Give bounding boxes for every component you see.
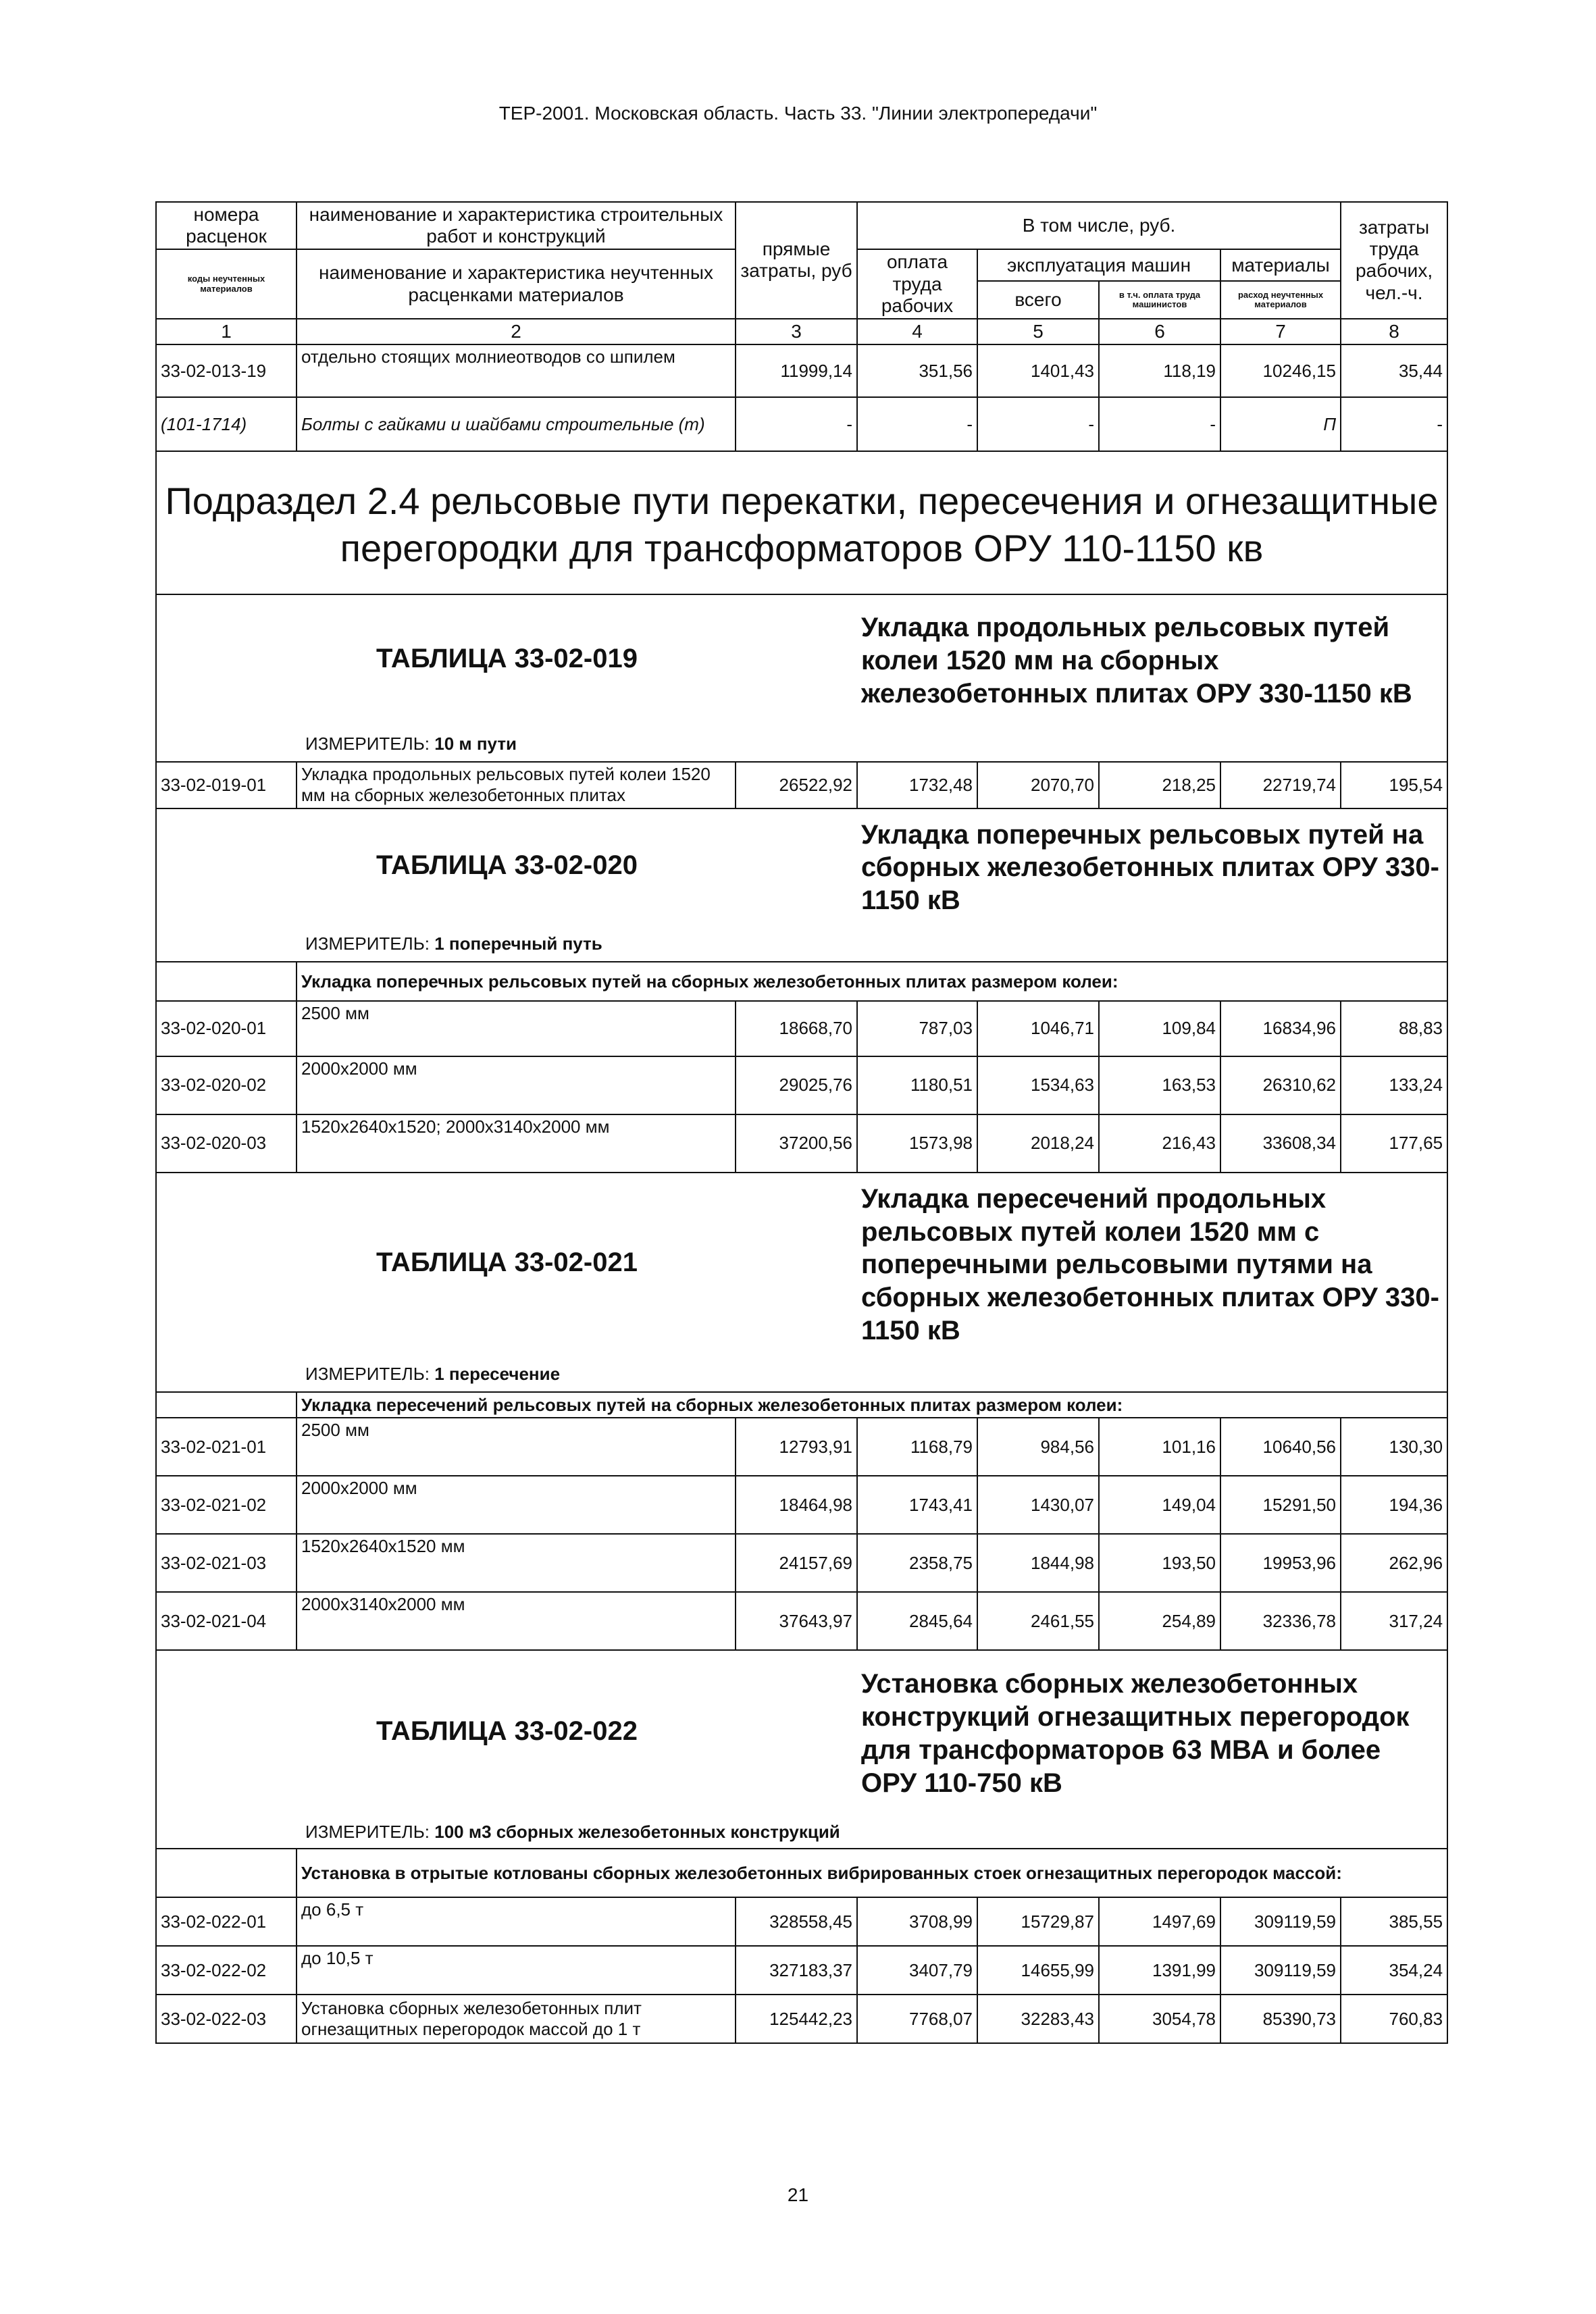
- value-drivers: 149,04: [1099, 1476, 1220, 1534]
- table-row: [156, 397, 1447, 451]
- table-row: [156, 1476, 1447, 1534]
- table-subheader: Укладка поперечных рельсовых путей на сборных железобетонных плитах размером колеи:: [297, 962, 1447, 1001]
- value-labor-pay: 351,56: [857, 344, 977, 397]
- rate-name: 2000x2000 мм: [297, 1056, 736, 1114]
- rate-name: 1520x2640x1520 мм: [297, 1534, 736, 1592]
- table-row: [156, 344, 1447, 397]
- table-row: [156, 1001, 1447, 1056]
- col-mat-sub-header: расход неучтенных материалов: [1220, 281, 1341, 319]
- col-direct-header: прямые затраты, руб: [736, 202, 857, 319]
- material-name: Болты с гайками и шайбами строительные (т): [297, 397, 736, 451]
- value-materials: 309119,59: [1220, 1897, 1341, 1946]
- value-direct: 125442,23: [736, 1995, 857, 2043]
- table-title: Укладка продольных рельсовых путей колеи 1520 мм на сборных железобетонных плитах ОРУ 330-1150 кВ: [857, 594, 1447, 723]
- value-labor-cost: 194,36: [1341, 1476, 1447, 1534]
- value-labor-cost: 35,44: [1341, 344, 1447, 397]
- table-row: [156, 1114, 1447, 1173]
- value-labor-cost: 195,54: [1341, 762, 1447, 808]
- value-materials: 33608,34: [1220, 1114, 1341, 1173]
- value-machines: 15729,87: [977, 1897, 1099, 1946]
- value-drivers: -: [1099, 397, 1220, 451]
- rate-code: 33-02-022-02: [156, 1946, 297, 1995]
- value-labor-cost: 130,30: [1341, 1418, 1447, 1476]
- col-mach-total-header: всего: [977, 281, 1099, 319]
- col-incl-header: В том числе, руб.: [857, 202, 1341, 249]
- value-direct: 37643,97: [736, 1592, 857, 1650]
- meter-line: [156, 723, 1447, 762]
- value-machines: 1430,07: [977, 1476, 1099, 1534]
- value-labor-cost: 354,24: [1341, 1946, 1447, 1995]
- value-labor-pay: 3708,99: [857, 1897, 977, 1946]
- value-drivers: 163,53: [1099, 1056, 1220, 1114]
- table-row: [156, 1946, 1447, 1995]
- estimate-sheet: [155, 201, 1447, 2044]
- meter-label: ИЗМЕРИТЕЛЬ:: [305, 1822, 430, 1843]
- table-row: [156, 1418, 1447, 1476]
- col-num: 5: [977, 319, 1099, 344]
- meter-label: ИЗМЕРИТЕЛЬ:: [305, 734, 430, 754]
- rate-code: 33-02-021-03: [156, 1534, 297, 1592]
- table-number: ТАБЛИЦА 33-02-022: [156, 1650, 857, 1812]
- meter-label: ИЗМЕРИТЕЛЬ:: [305, 933, 430, 954]
- value-machines: 2018,24: [977, 1114, 1099, 1173]
- rate-code: 33-02-021-01: [156, 1418, 297, 1476]
- col-num: 7: [1220, 319, 1341, 344]
- rate-code: 33-02-019-01: [156, 762, 297, 808]
- value-machines: 1534,63: [977, 1056, 1099, 1114]
- meter-line: [156, 1353, 1447, 1392]
- table-subheader: Установка в отрытые котлованы сборных железобетонных вибрированных стоек огнезащитных перегородок массой:: [297, 1849, 1447, 1897]
- value-labor-cost: 262,96: [1341, 1534, 1447, 1592]
- value-machines: 2070,70: [977, 762, 1099, 808]
- value-labor-pay: 1743,41: [857, 1476, 977, 1534]
- value-drivers: 254,89: [1099, 1592, 1220, 1650]
- col-materials-header: материалы: [1220, 249, 1341, 281]
- value-machines: 1401,43: [977, 344, 1099, 397]
- rate-name: 2000x3140x2000 мм: [297, 1592, 736, 1650]
- table-number: ТАБЛИЦА 33-02-020: [156, 808, 857, 923]
- rate-code: 33-02-020-02: [156, 1056, 297, 1114]
- rate-code: 33-02-021-04: [156, 1592, 297, 1650]
- col-labor-header: затраты труда рабочих, чел.-ч.: [1341, 202, 1447, 319]
- meter-value: 10 м пути: [434, 734, 517, 754]
- value-machines: -: [977, 397, 1099, 451]
- value-labor-pay: 2845,64: [857, 1592, 977, 1650]
- value-direct: 327183,37: [736, 1946, 857, 1995]
- table-row: [156, 1592, 1447, 1650]
- col-name-sub-header: наименование и характеристика неучтенных расценками материалов: [297, 249, 736, 319]
- col-num: 8: [1341, 319, 1447, 344]
- col-machines-header: эксплуатация машин: [977, 249, 1220, 281]
- col-num: 4: [857, 319, 977, 344]
- value-machines: 1046,71: [977, 1001, 1099, 1056]
- col-name-header: наименование и характеристика строительных работ и конструкций: [297, 202, 736, 249]
- rate-code: 33-02-022-01: [156, 1897, 297, 1946]
- value-labor-cost: -: [1341, 397, 1447, 451]
- subheader-spacer: [156, 1849, 297, 1897]
- rate-name: до 6,5 т: [297, 1897, 736, 1946]
- value-direct: -: [736, 397, 857, 451]
- rates-table: [155, 201, 1448, 2044]
- col-code-header: номера расценок: [156, 202, 297, 249]
- col-mach-drivers-header: в т.ч. оплата труда машинистов: [1099, 281, 1220, 319]
- value-labor-pay: 1573,98: [857, 1114, 977, 1173]
- value-materials: 22719,74: [1220, 762, 1341, 808]
- value-labor-cost: 385,55: [1341, 1897, 1447, 1946]
- value-direct: 12793,91: [736, 1418, 857, 1476]
- value-drivers: 3054,78: [1099, 1995, 1220, 2043]
- meter-value: 100 м3 сборных железобетонных конструкций: [434, 1822, 840, 1843]
- table-row: [156, 762, 1447, 808]
- col-code-sub-header: коды неучтенных материалов: [156, 249, 297, 319]
- value-direct: 24157,69: [736, 1534, 857, 1592]
- value-direct: 26522,92: [736, 762, 857, 808]
- table-row: [156, 1056, 1447, 1114]
- value-labor-pay: 1180,51: [857, 1056, 977, 1114]
- value-labor-pay: 3407,79: [857, 1946, 977, 1995]
- value-materials: П: [1220, 397, 1341, 451]
- rate-name: 1520x2640x1520; 2000x3140x2000 мм: [297, 1114, 736, 1173]
- value-drivers: 118,19: [1099, 344, 1220, 397]
- col-num: 6: [1099, 319, 1220, 344]
- col-num: 1: [156, 319, 297, 344]
- value-materials: 10246,15: [1220, 344, 1341, 397]
- value-materials: 85390,73: [1220, 1995, 1341, 2043]
- value-drivers: 218,25: [1099, 762, 1220, 808]
- table-title: Установка сборных железобетонных конструкций огнезащитных перегородок для трансформаторов 63 МВА и более ОРУ 110-750 кВ: [857, 1650, 1447, 1812]
- rate-name: Укладка продольных рельсовых путей колеи 1520 мм на сборных железобетонных плитах: [297, 762, 736, 808]
- value-labor-pay: 2358,75: [857, 1534, 977, 1592]
- meter-line: [156, 923, 1447, 962]
- value-direct: 18668,70: [736, 1001, 857, 1056]
- table-title: Укладка пересечений продольных рельсовых путей колеи 1520 мм с поперечными рельсовыми путями на сборных железобетонных плитах ОРУ 330-1150 кВ: [857, 1173, 1447, 1353]
- value-materials: 32336,78: [1220, 1592, 1341, 1650]
- table-number: ТАБЛИЦА 33-02-021: [156, 1173, 857, 1353]
- value-labor-pay: 7768,07: [857, 1995, 977, 2043]
- meter-label: ИЗМЕРИТЕЛЬ:: [305, 1363, 430, 1384]
- value-drivers: 216,43: [1099, 1114, 1220, 1173]
- value-direct: 328558,45: [736, 1897, 857, 1946]
- value-drivers: 193,50: [1099, 1534, 1220, 1592]
- table-row: [156, 1534, 1447, 1592]
- col-num: 2: [297, 319, 736, 344]
- rate-name: 2500 мм: [297, 1001, 736, 1056]
- rate-code: 33-02-022-03: [156, 1995, 297, 2043]
- value-labor-pay: -: [857, 397, 977, 451]
- meter-value: 1 поперечный путь: [434, 933, 602, 954]
- subheader-spacer: [156, 962, 297, 1001]
- table-number: ТАБЛИЦА 33-02-019: [156, 594, 857, 723]
- value-machines: 14655,99: [977, 1946, 1099, 1995]
- section-title: Подраздел 2.4 рельсовые пути перекатки, пересечения и огнезащитные перегородки для трансформаторов ОРУ 110-1150 кв: [156, 451, 1447, 594]
- value-labor-pay: 1732,48: [857, 762, 977, 808]
- table-row: [156, 1897, 1447, 1946]
- value-direct: 37200,56: [736, 1114, 857, 1173]
- value-materials: 309119,59: [1220, 1946, 1341, 1995]
- rate-name: 2000x2000 мм: [297, 1476, 736, 1534]
- value-materials: 10640,56: [1220, 1418, 1341, 1476]
- meter-line: [156, 1812, 1447, 1849]
- table-title: Укладка поперечных рельсовых путей на сборных железобетонных плитах ОРУ 330-1150 кВ: [857, 808, 1447, 923]
- value-drivers: 101,16: [1099, 1418, 1220, 1476]
- value-machines: 2461,55: [977, 1592, 1099, 1650]
- value-labor-cost: 88,83: [1341, 1001, 1447, 1056]
- value-machines: 1844,98: [977, 1534, 1099, 1592]
- rate-code: 33-02-013-19: [156, 344, 297, 397]
- page-header: ТЕР-2001. Московская область. Часть 33. "Линии электропередачи": [498, 103, 1098, 124]
- rate-code: 33-02-020-01: [156, 1001, 297, 1056]
- rate-name: отдельно стоящих молниеотводов со шпилем: [297, 344, 736, 397]
- rate-code: 33-02-020-03: [156, 1114, 297, 1173]
- material-code: (101-1714): [156, 397, 297, 451]
- value-machines: 984,56: [977, 1418, 1099, 1476]
- value-materials: 16834,96: [1220, 1001, 1341, 1056]
- value-labor-cost: 317,24: [1341, 1592, 1447, 1650]
- value-labor-cost: 133,24: [1341, 1056, 1447, 1114]
- value-labor-cost: 177,65: [1341, 1114, 1447, 1173]
- rate-name: до 10,5 т: [297, 1946, 736, 1995]
- rate-name: 2500 мм: [297, 1418, 736, 1476]
- table-row: [156, 1995, 1447, 2043]
- value-labor-cost: 760,83: [1341, 1995, 1447, 2043]
- value-direct: 18464,98: [736, 1476, 857, 1534]
- value-materials: 26310,62: [1220, 1056, 1341, 1114]
- table-subheader: Укладка пересечений рельсовых путей на сборных железобетонных плитах размером колеи:: [297, 1392, 1447, 1418]
- value-drivers: 1391,99: [1099, 1946, 1220, 1995]
- value-materials: 19953,96: [1220, 1534, 1341, 1592]
- rate-name: Установка сборных железобетонных плит огнезащитных перегородок массой до 1 т: [297, 1995, 736, 2043]
- value-materials: 15291,50: [1220, 1476, 1341, 1534]
- meter-value: 1 пересечение: [434, 1363, 561, 1384]
- value-machines: 32283,43: [977, 1995, 1099, 2043]
- value-direct: 29025,76: [736, 1056, 857, 1114]
- value-drivers: 1497,69: [1099, 1897, 1220, 1946]
- value-labor-pay: 787,03: [857, 1001, 977, 1056]
- rate-code: 33-02-021-02: [156, 1476, 297, 1534]
- value-labor-pay: 1168,79: [857, 1418, 977, 1476]
- col-num: 3: [736, 319, 857, 344]
- col-laborpay-header: оплата труда рабочих: [857, 249, 977, 319]
- value-drivers: 109,84: [1099, 1001, 1220, 1056]
- page-number: 21: [787, 2184, 809, 2205]
- subheader-spacer: [156, 1392, 297, 1418]
- value-direct: 11999,14: [736, 344, 857, 397]
